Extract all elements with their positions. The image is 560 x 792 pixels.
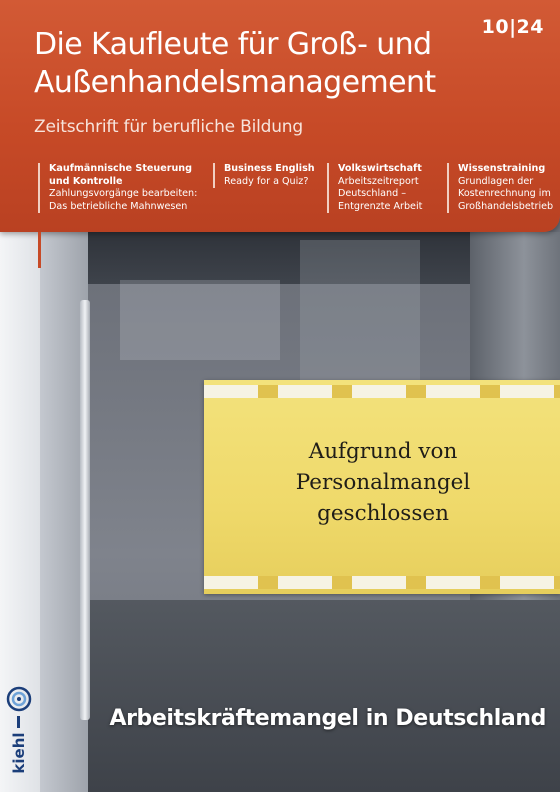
- photo-reflection: [300, 240, 420, 390]
- publisher-logo: [6, 686, 32, 778]
- topic-teaser: [213, 163, 319, 188]
- closed-sign: [204, 380, 560, 594]
- topic-teaser: [447, 163, 560, 213]
- photo-reflection: [120, 280, 280, 360]
- publisher-logo-bar: [17, 716, 20, 728]
- topic-heading: Wissenstraining: [458, 163, 546, 174]
- topic-teaser: [38, 163, 211, 213]
- sign-line: Personalmangel: [295, 470, 471, 495]
- topic-heading: Kaufmännische Steuerung und Kontrolle: [49, 163, 193, 187]
- topic-heading: Business English: [224, 163, 315, 174]
- magazine-title: Die Kaufleute für Groß- und Außenhandelsmanagement: [34, 27, 436, 100]
- publisher-name: kiehl: [10, 732, 28, 774]
- topic-teasers: [38, 163, 554, 223]
- sign-line: geschlossen: [317, 501, 449, 526]
- cover-headline: Arbeitskräftemangel in Deutschland: [109, 706, 546, 731]
- issue-number: 10|24: [481, 16, 544, 38]
- photo-floor: [88, 600, 560, 792]
- cover-header: [0, 0, 560, 232]
- magazine-subtitle: Zeitschrift für berufliche Bildung: [34, 117, 303, 137]
- topic-text: Zahlungsvorgänge bearbeiten: Das betriebliche Mahnwesen: [49, 188, 198, 212]
- publisher-logo-icon: [6, 686, 32, 712]
- topic-text: Ready for a Quiz?: [224, 175, 309, 187]
- sign-line: Aufgrund von: [308, 439, 458, 464]
- sign-text: [248, 436, 518, 529]
- sign-tape: [204, 576, 560, 589]
- topic-teaser: [327, 163, 456, 213]
- door-handle: [80, 300, 90, 720]
- sign-tape: [204, 385, 560, 398]
- topic-text: Grundlagen der Kostenrechnung im Großhandelsbetrieb: [458, 175, 554, 212]
- accent-line: [38, 232, 41, 268]
- topic-heading: Volkswirtschaft: [338, 163, 422, 174]
- topic-text: Arbeitszeitreport Deutschland – Entgrenzte Arbeit: [338, 175, 423, 212]
